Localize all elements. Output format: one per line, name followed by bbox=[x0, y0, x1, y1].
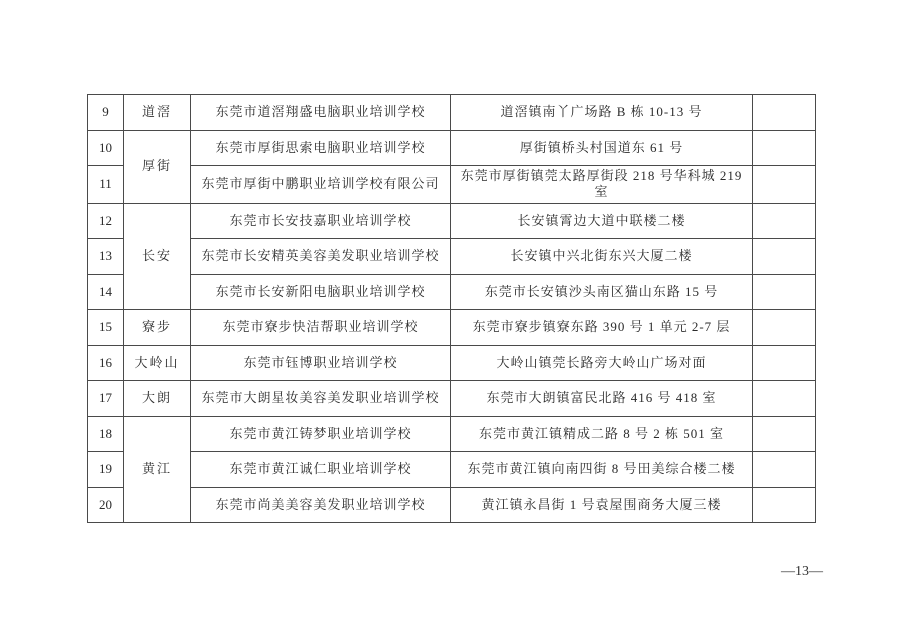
table-row bbox=[88, 310, 816, 346]
school-name-cell: 东莞市厚街思索电脑职业培训学校 bbox=[191, 130, 451, 166]
address-cell: 大岭山镇莞长路旁大岭山广场对面 bbox=[451, 345, 753, 381]
table-row bbox=[88, 130, 816, 166]
school-name-cell: 东莞市黄江诚仁职业培训学校 bbox=[191, 452, 451, 488]
row-number-cell: 17 bbox=[88, 381, 124, 417]
row-number-cell: 20 bbox=[88, 487, 124, 523]
town-cell: 黄江 bbox=[124, 416, 191, 523]
empty-cell bbox=[753, 130, 816, 166]
empty-cell bbox=[753, 487, 816, 523]
empty-cell bbox=[753, 239, 816, 275]
town-cell: 寮步 bbox=[124, 310, 191, 346]
address-cell: 东莞市大朗镇富民北路 416 号 418 室 bbox=[451, 381, 753, 417]
address-cell: 黄江镇永昌街 1 号袁屋围商务大厦三楼 bbox=[451, 487, 753, 523]
row-number-cell: 12 bbox=[88, 203, 124, 239]
table-row bbox=[88, 203, 816, 239]
town-cell: 大朗 bbox=[124, 381, 191, 417]
town-cell: 大岭山 bbox=[124, 345, 191, 381]
school-name-cell: 东莞市厚街中鹏职业培训学校有限公司 bbox=[191, 166, 451, 204]
row-number-cell: 18 bbox=[88, 416, 124, 452]
row-number-cell: 14 bbox=[88, 274, 124, 310]
page-number: —13— bbox=[781, 564, 823, 579]
address-cell: 东莞市寮步镇寮东路 390 号 1 单元 2-7 层 bbox=[451, 310, 753, 346]
school-name-cell: 东莞市道滘翔盛电脑职业培训学校 bbox=[191, 95, 451, 131]
row-number-cell: 9 bbox=[88, 95, 124, 131]
school-name-cell: 东莞市钰博职业培训学校 bbox=[191, 345, 451, 381]
empty-cell bbox=[753, 203, 816, 239]
empty-cell bbox=[753, 381, 816, 417]
table-row bbox=[88, 274, 816, 310]
address-cell: 道滘镇南丫广场路 B 栋 10-13 号 bbox=[451, 95, 753, 131]
empty-cell bbox=[753, 95, 816, 131]
schools-table bbox=[87, 94, 816, 523]
address-cell: 东莞市黄江镇精成二路 8 号 2 栋 501 室 bbox=[451, 416, 753, 452]
address-cell: 东莞市厚街镇莞太路厚街段 218 号华科城 219 室 bbox=[451, 166, 753, 204]
school-name-cell: 东莞市黄江铸梦职业培训学校 bbox=[191, 416, 451, 452]
school-name-cell: 东莞市尚美美容美发职业培训学校 bbox=[191, 487, 451, 523]
table-row bbox=[88, 416, 816, 452]
row-number-cell: 13 bbox=[88, 239, 124, 275]
school-name-cell: 东莞市寮步快洁帮职业培训学校 bbox=[191, 310, 451, 346]
empty-cell bbox=[753, 452, 816, 488]
empty-cell bbox=[753, 166, 816, 204]
row-number-cell: 16 bbox=[88, 345, 124, 381]
school-name-cell: 东莞市长安精英美容美发职业培训学校 bbox=[191, 239, 451, 275]
address-cell: 东莞市黄江镇向南四街 8 号田美综合楼二楼 bbox=[451, 452, 753, 488]
row-number-cell: 10 bbox=[88, 130, 124, 166]
town-cell: 道滘 bbox=[124, 95, 191, 131]
address-cell: 长安镇中兴北街东兴大厦二楼 bbox=[451, 239, 753, 275]
row-number-cell: 15 bbox=[88, 310, 124, 346]
school-name-cell: 东莞市大朗星妆美容美发职业培训学校 bbox=[191, 381, 451, 417]
table-row bbox=[88, 487, 816, 523]
empty-cell bbox=[753, 345, 816, 381]
row-number-cell: 19 bbox=[88, 452, 124, 488]
table-row bbox=[88, 345, 816, 381]
school-name-cell: 东莞市长安技嘉职业培训学校 bbox=[191, 203, 451, 239]
school-name-cell: 东莞市长安新阳电脑职业培训学校 bbox=[191, 274, 451, 310]
table-row bbox=[88, 239, 816, 275]
row-number-cell: 11 bbox=[88, 166, 124, 204]
town-cell: 厚街 bbox=[124, 130, 191, 203]
empty-cell bbox=[753, 416, 816, 452]
table-row bbox=[88, 452, 816, 488]
address-cell: 东莞市长安镇沙头南区猫山东路 15 号 bbox=[451, 274, 753, 310]
table-row bbox=[88, 95, 816, 131]
town-cell: 长安 bbox=[124, 203, 191, 310]
empty-cell bbox=[753, 310, 816, 346]
empty-cell bbox=[753, 274, 816, 310]
address-cell: 厚街镇桥头村国道东 61 号 bbox=[451, 130, 753, 166]
address-cell: 长安镇霄边大道中联楼二楼 bbox=[451, 203, 753, 239]
table-row bbox=[88, 381, 816, 417]
table-row bbox=[88, 166, 816, 204]
